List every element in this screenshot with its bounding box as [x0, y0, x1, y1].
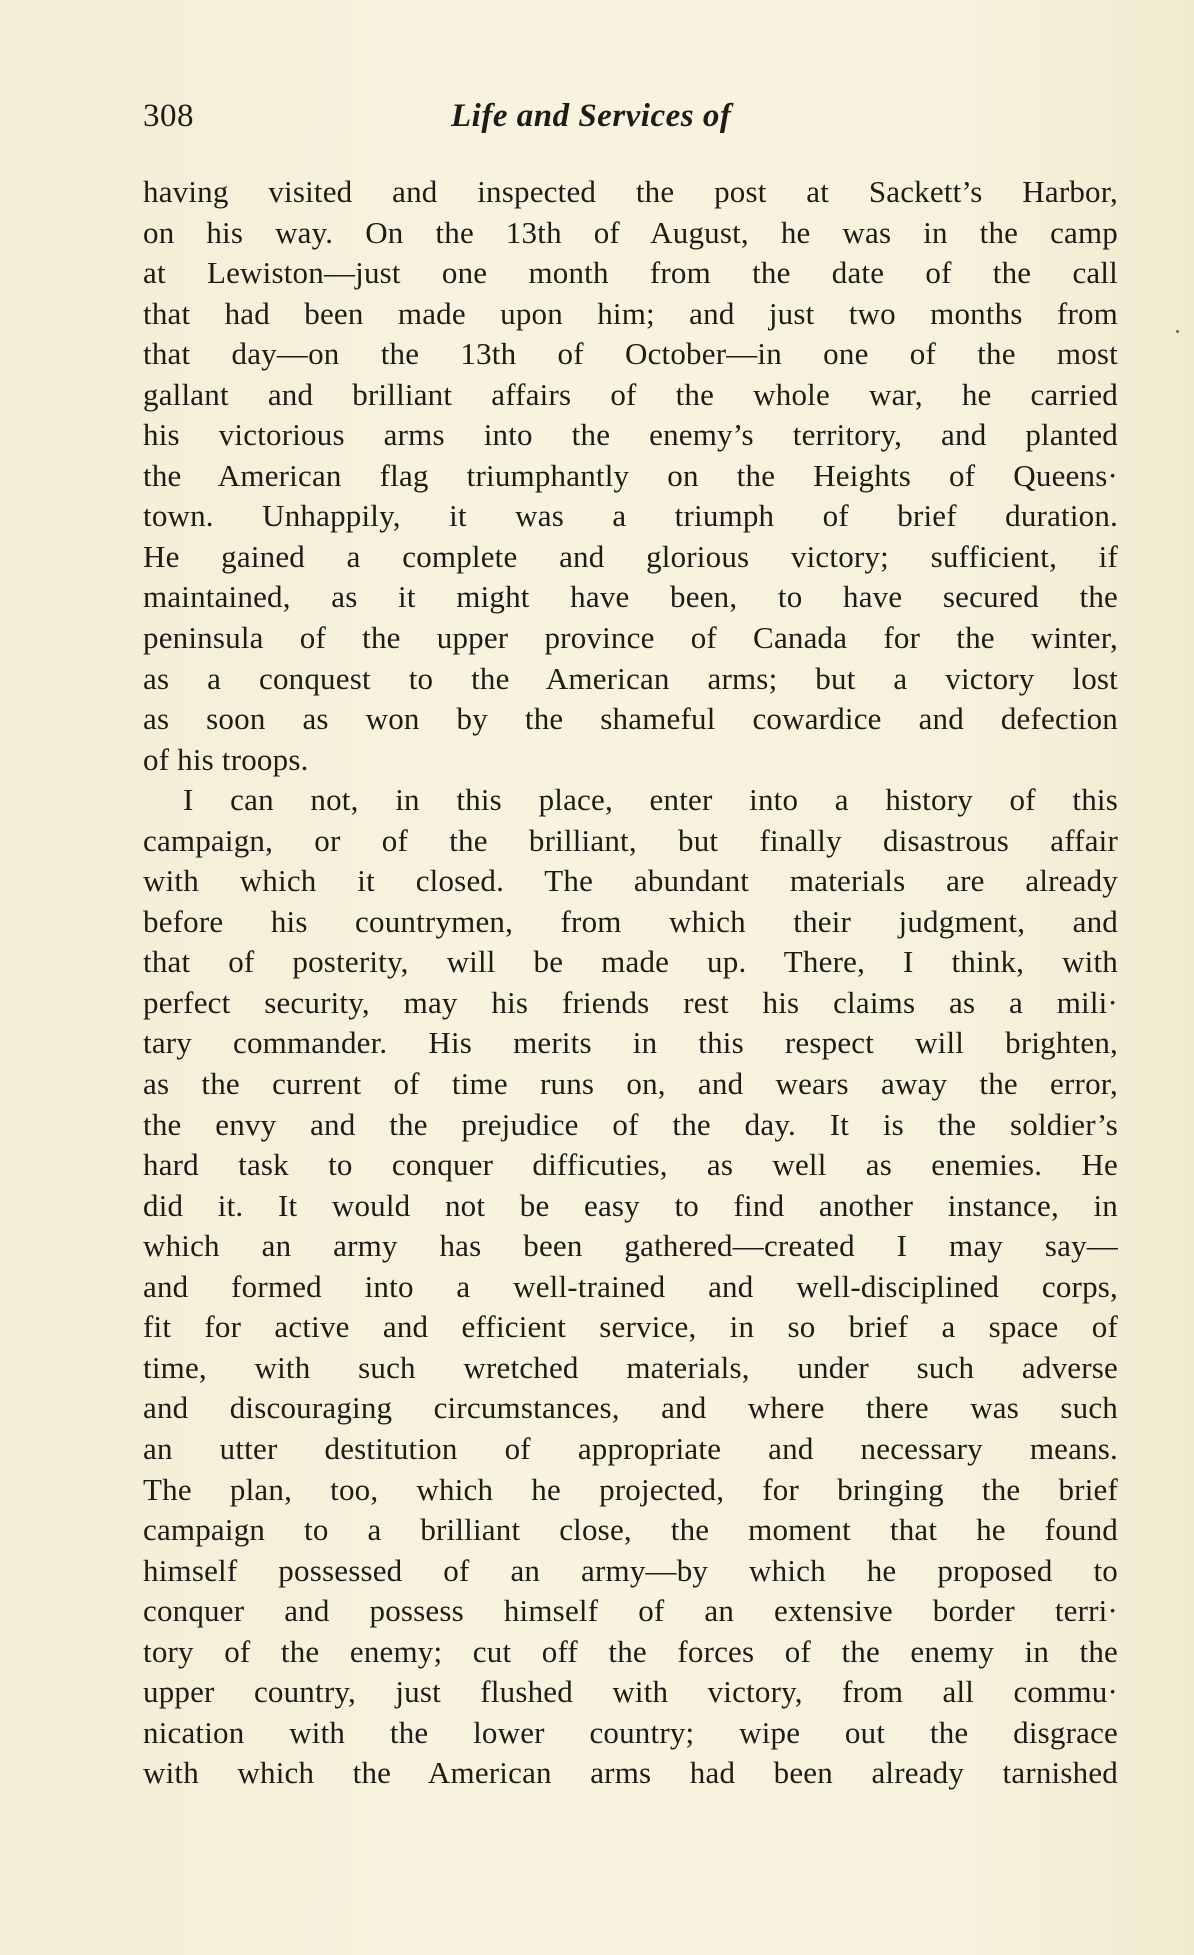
text-line: The plan, too, which he projected, for bringing the brief — [143, 1471, 1118, 1507]
text-line: and discouraging circumstances, and where there was such — [143, 1390, 1118, 1426]
text-line: maintained, as it might have been, to have secured the — [143, 579, 1118, 615]
text-line: before his countrymen, from which their judgment, and — [143, 903, 1118, 939]
text-line: his victorious arms into the enemy’s territory, and planted — [143, 417, 1118, 453]
text-line: as a conquest to the American arms; but a victory lost — [143, 660, 1118, 696]
text-line: at Lewiston—just one month from the date of the call — [143, 255, 1118, 291]
text-line: town. Unhappily, it was a triumph of brief duration. — [143, 498, 1118, 534]
text-line: did it. It would not be easy to find another instance, in — [143, 1187, 1118, 1223]
text-line: peninsula of the upper province of Canada for the winter, — [143, 620, 1118, 656]
body-text — [143, 172, 1118, 1794]
text-line: with which it closed. The abundant materials are already — [143, 863, 1118, 899]
text-line: that day—on the 13th of October—in one of the most — [143, 336, 1118, 372]
text-line: that of posterity, will be made up. There, I think, with — [143, 944, 1118, 980]
text-line: campaign, or of the brilliant, but finally disastrous affair — [143, 822, 1118, 858]
paragraph-first-line: I can not, in this place, enter into a history of this — [183, 782, 1118, 818]
text-line: as soon as won by the shameful cowardice and defection — [143, 701, 1118, 737]
text-line: upper country, just flushed with victory, from all commu· — [143, 1674, 1118, 1710]
text-line: conquer and possess himself of an extensive border terri· — [143, 1593, 1118, 1629]
text-line: fit for active and efficient service, in so brief a space of — [143, 1309, 1118, 1345]
page-number: 308 — [143, 98, 194, 134]
text-line: time, with such wretched materials, under such adverse — [143, 1349, 1118, 1385]
running-head: Life and Services of — [451, 98, 732, 134]
paper-speck — [1176, 330, 1179, 333]
text-line: the envy and the prejudice of the day. It is the soldier’s — [143, 1106, 1118, 1142]
text-line: as the current of time runs on, and wears away the error, — [143, 1066, 1118, 1102]
text-line: with which the American arms had been already tarnished — [143, 1755, 1118, 1791]
text-line: He gained a complete and glorious victory; sufficient, if — [143, 538, 1118, 574]
text-line: on his way. On the 13th of August, he was in the camp — [143, 214, 1118, 250]
text-line: tary commander. His merits in this respect will brighten, — [143, 1025, 1118, 1061]
text-line: nication with the lower country; wipe out the disgrace — [143, 1714, 1118, 1750]
text-line: campaign to a brilliant close, the moment that he found — [143, 1512, 1118, 1548]
text-line: that had been made upon him; and just two months from — [143, 295, 1118, 331]
text-line: an utter destitution of appropriate and necessary means. — [143, 1430, 1118, 1466]
text-line: hard task to conquer difficuties, as well as enemies. He — [143, 1147, 1118, 1183]
text-line: having visited and inspected the post at Sackett’s Harbor, — [143, 174, 1118, 209]
text-line: himself possessed of an army—by which he proposed to — [143, 1552, 1118, 1588]
paragraph-end-line: of his troops. — [143, 741, 309, 777]
text-line: which an army has been gathered—created I may say— — [143, 1228, 1118, 1264]
text-line: perfect security, may his friends rest his claims as a mili· — [143, 984, 1118, 1020]
text-line: gallant and brilliant affairs of the whole war, he carried — [143, 376, 1118, 412]
text-line: and formed into a well-trained and well-disciplined corps, — [143, 1268, 1118, 1304]
text-line: tory of the enemy; cut off the forces of the enemy in the — [143, 1633, 1118, 1669]
text-line: the American flag triumphantly on the Heights of Queens· — [143, 457, 1118, 493]
page-header — [143, 98, 1123, 148]
